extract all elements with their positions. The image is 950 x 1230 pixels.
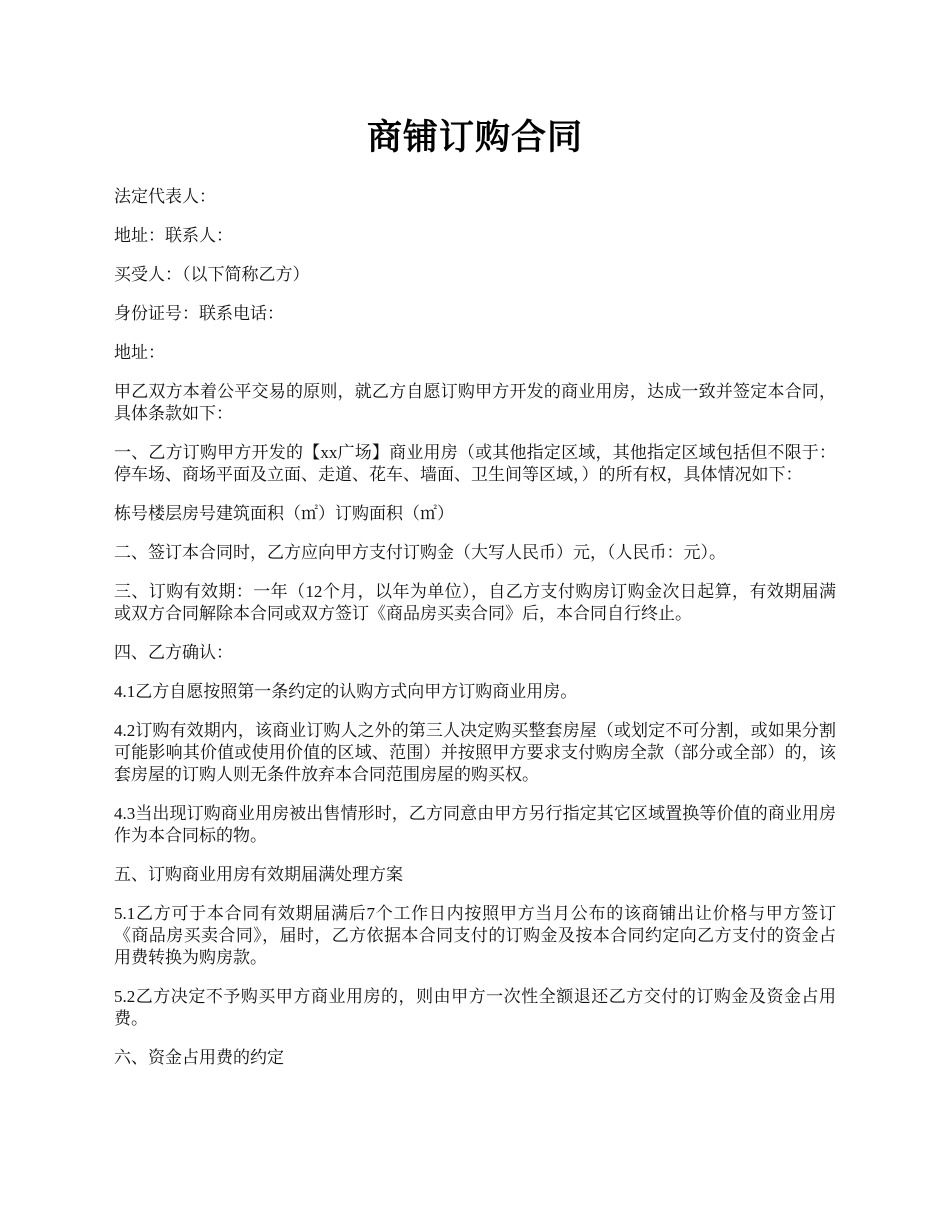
clause-3: 三、订购有效期：一年（12个月，以年为单位），自乙方支付购房订购金次日起算，有效期届满或双方合同解除本合同或双方签订《商品房买卖合同》后，本合同自行终止。 <box>114 582 836 623</box>
address-contact-line: 地址：联系人： <box>114 226 233 245</box>
buyer-line: 买受人：（以下简称乙方） <box>114 265 310 284</box>
clause-6-heading: 六、资金占用费的约定 <box>114 1048 284 1067</box>
clause-5-heading: 五、订购商业用房有效期届满处理方案 <box>114 865 403 884</box>
preamble-paragraph: 甲乙双方本着公平交易的原则，就乙方自愿订购甲方开发的商业用房，达成一致并签定本合同，具体条款如下： <box>114 382 836 423</box>
clause-4-1: 4.1乙方自愿按照第一条约定的认购方式向甲方订购商业用房。 <box>114 682 578 701</box>
buyer-address-line: 地址： <box>114 343 165 362</box>
clause-5-1: 5.1乙方可于本合同有效期届满后7个工作日内按照甲方当月公布的该商铺出让价格与甲方签订《商品房买卖合同》，届时，乙方依据本合同支付的订购金及按本合同约定向乙方支付的资金占用费转换为购房款。 <box>114 904 836 967</box>
property-table-header: 栋号楼层房号建筑面积（㎡）订购面积（㎡） <box>114 504 454 523</box>
document-title: 商铺订购合同 <box>366 118 583 157</box>
clause-4-2: 4.2订购有效期内，该商业订购人之外的第三人决定购买整套房屋（或划定不可分割，或如果分割可能影响其价值或使用价值的区域、范围）并按照甲方要求支付购房全款（部分或全部）的，该套房屋的订购人则无条件放弃本合同范围房屋的购买权。 <box>114 721 836 784</box>
clause-5-2: 5.2乙方决定不予购买甲方商业用房的，则由甲方一次性全额退还乙方交付的订购金及资金占用费。 <box>114 987 836 1028</box>
clause-2: 二、签订本合同时，乙方应向甲方支付订购金（大写人民币）元，（人民币：元）。 <box>114 543 726 562</box>
clause-4-heading: 四、乙方确认： <box>114 643 233 662</box>
clause-4-3: 4.3当出现订购商业用房被出售情形时，乙方同意由甲方另行指定其它区域置换等价值的商业用房作为本合同标的物。 <box>114 804 836 845</box>
id-phone-line: 身份证号：联系电话： <box>114 304 284 323</box>
legal-representative-line: 法定代表人： <box>114 187 216 206</box>
clause-1: 一、乙方订购甲方开发的【xx广场】商业用房（或其他指定区域，其他指定区域包括但不限于：停车场、商场平面及立面、走道、花车、墙面、卫生间等区域，）的所有权，具体情况如下： <box>114 443 836 484</box>
